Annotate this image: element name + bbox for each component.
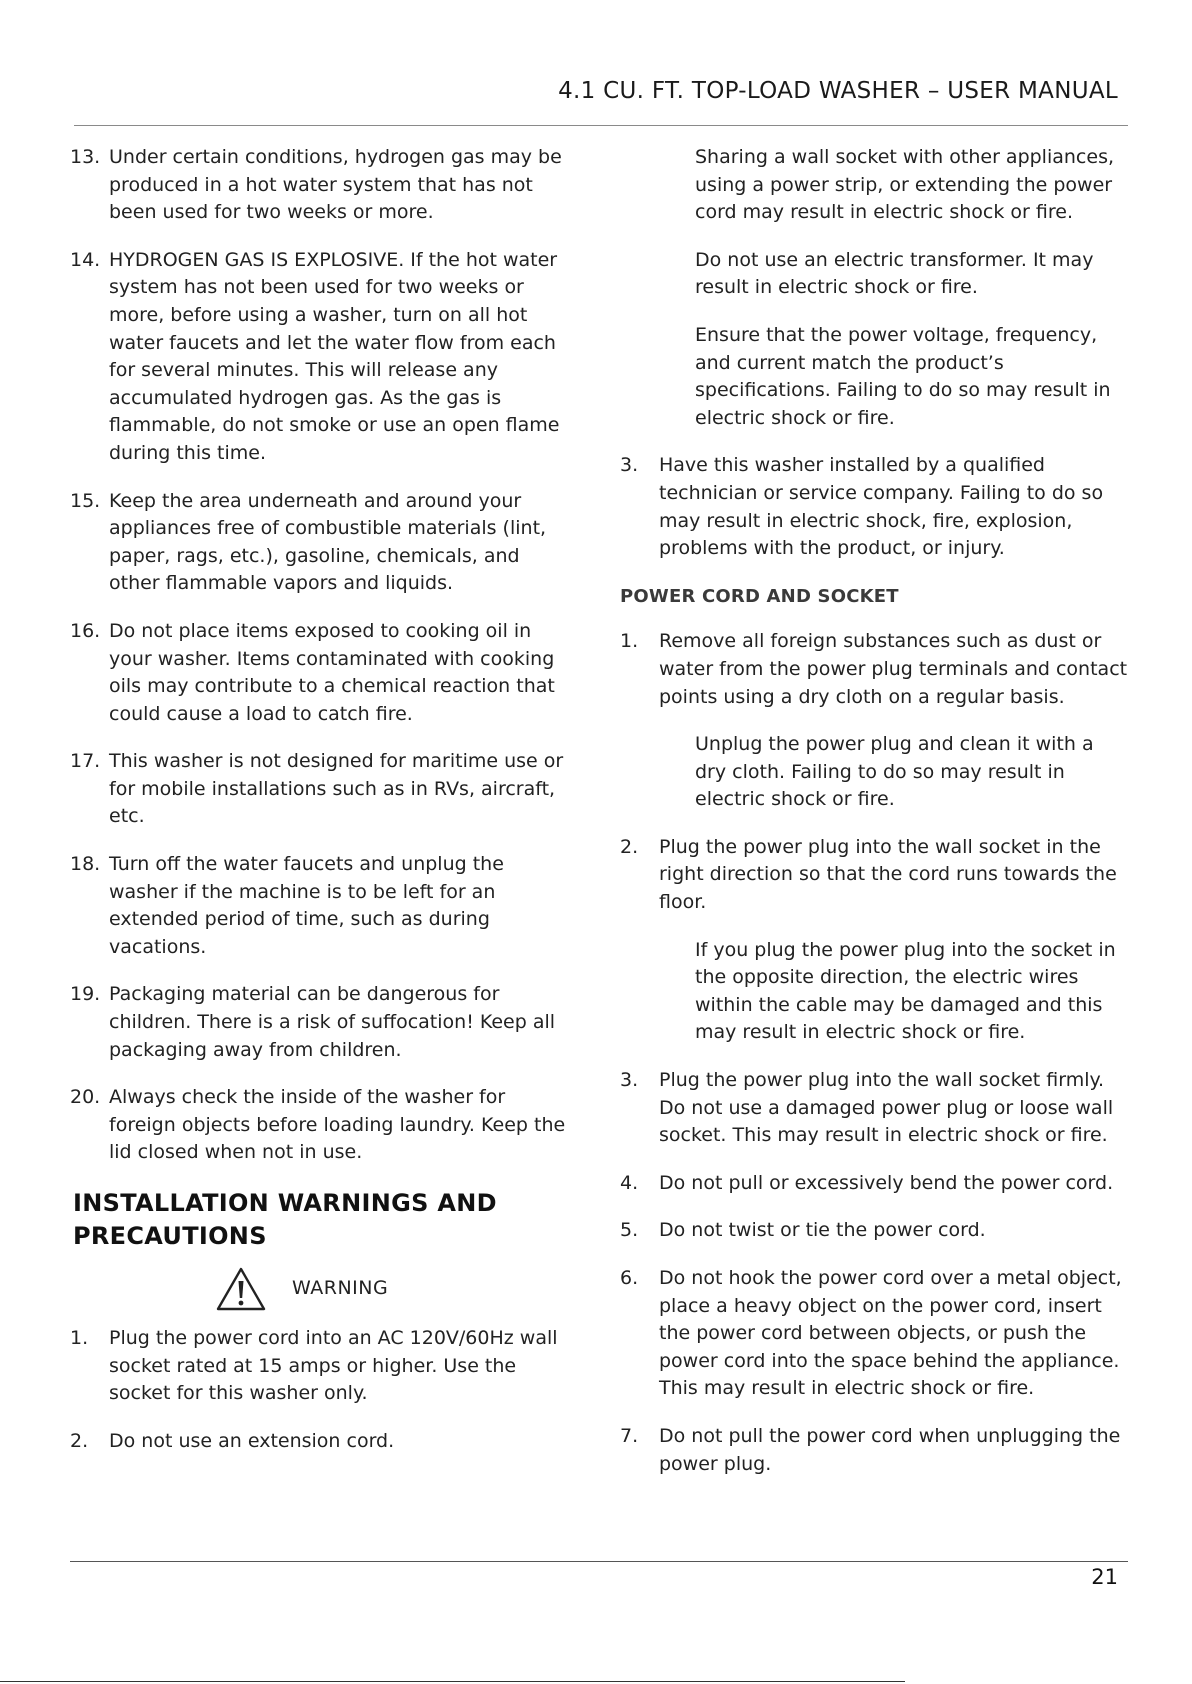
page-edge-rule (0, 1681, 905, 1682)
list-item-17 (70, 748, 570, 831)
list-text: Turn off the water faucets and unplug the washer if the machine is to be left for an extended period of time, such as during vacations. (109, 853, 504, 958)
list-number: 19. (70, 983, 101, 1006)
list-text: Plug the power cord into an AC 120V/60Hz wall socket rated at 15 amps or higher. Use the socket for this washer only. (109, 1327, 558, 1405)
list-number: 3. (620, 1069, 639, 1092)
list-number: 1. (70, 1327, 89, 1349)
power-item-5 (620, 1217, 1130, 1245)
list-text: HYDROGEN GAS IS EXPLOSIVE. If the hot water system has not been used for two weeks or more, before using a washer, turn on all hot water faucets and let the water flow from each for several minutes. This will release any accumulated hydrogen gas. As the gas is flammable, do not smoke or use an open flame during this time. (109, 248, 560, 464)
list-text: Remove all foreign substances such as dust or water from the power plug terminals and contact points using a dry cloth on a regular basis. (659, 630, 1128, 708)
note-paragraph: Do not use an electric transformer. It may result in electric shock or fire. (695, 248, 1094, 299)
list-number: 20. (70, 1086, 101, 1109)
list-item-20 (70, 1084, 570, 1167)
list-text: Do not hook the power cord over a metal object, place a heavy object on the power cord, insert the power cord between objects, or push the power cord into the space behind the appliance. This may result in electric shock or fire. (659, 1267, 1122, 1400)
list-number: 1. (620, 630, 639, 653)
note-paragraph: Ensure that the power voltage, frequency, and current match the product’s specifications. Failing to do so may result in electric shock or fire. (695, 323, 1111, 429)
list-number: 18. (70, 853, 101, 876)
list-item-18 (70, 851, 570, 961)
page-header-title: 4.1 CU. FT. TOP-LOAD WASHER – USER MANUAL (558, 78, 1118, 104)
power-item-3 (620, 1067, 1130, 1150)
list-number: 14. (70, 248, 101, 271)
warning-label: WARNING (292, 1277, 389, 1300)
list-number: 5. (620, 1219, 639, 1242)
list-item-19 (70, 981, 570, 1064)
list-text: Do not pull or excessively bend the power cord. (659, 1171, 1114, 1194)
list-text: Keep the area underneath and around your appliances free of combustible materials (lint, paper, rags, etc.), gasoline, chemicals, and other flammable vapors and liquids. (109, 489, 547, 595)
list-number: 6. (620, 1267, 639, 1289)
list-item-16 (70, 618, 570, 728)
subheading-power-cord: POWER CORD AND SOCKET (620, 585, 899, 607)
list-text: Plug the power plug into the wall socket firmly. Do not use a damaged power plug or loose wall socket. This may result in electric shock or fire. (659, 1069, 1114, 1147)
list-text: Under certain conditions, hydrogen gas may be produced in a hot water system that has not been used for two weeks or more. (109, 146, 562, 224)
section-title-line: INSTALLATION WARNINGS AND (73, 1189, 497, 1217)
left-column (70, 144, 570, 1475)
list-text: Plug the power plug into the wall socket in the right direction so that the cord runs towards the floor. (659, 835, 1117, 914)
page-number: 21 (1091, 1565, 1118, 1589)
install-item-2 (70, 1428, 570, 1456)
list-text: This washer is not designed for maritime use or for mobile installations such as in RVs, aircraft, etc. (109, 750, 564, 828)
warning-callout (216, 1267, 570, 1311)
list-item-13 (70, 144, 570, 227)
power-item-6 (620, 1265, 1130, 1403)
install-item-1 (70, 1325, 570, 1408)
list-number: 13. (70, 146, 101, 168)
power-item-7 (620, 1423, 1130, 1478)
power-item-1 (620, 628, 1130, 711)
section-title-line: PRECAUTIONS (73, 1222, 267, 1250)
power-item-4 (620, 1170, 1130, 1198)
install-item-3 (620, 452, 1130, 562)
list-number: 3. (620, 454, 639, 477)
header-divider (74, 125, 1128, 126)
list-number: 16. (70, 619, 101, 642)
list-text: Do not pull the power cord when unplugging the power plug. (659, 1424, 1121, 1475)
list-item-14 (70, 247, 570, 468)
list-text: Packaging material can be dangerous for children. There is a risk of suffocation! Keep all packaging away from children. (109, 983, 556, 1061)
list-text: Always check the inside of the washer for foreign objects before loading laundry. Keep the lid closed when not in use. (109, 1086, 566, 1164)
list-number: 17. (70, 750, 101, 773)
list-number: 15. (70, 489, 101, 512)
list-number: 2. (620, 835, 639, 858)
list-number: 7. (620, 1424, 639, 1447)
note-paragraph: Unplug the power plug and clean it with a dry cloth. Failing to do so may result in electric shock or fire. (695, 733, 1094, 811)
list-text: Do not twist or tie the power cord. (659, 1219, 986, 1242)
section-title-installation (73, 1187, 570, 1253)
note-paragraph: If you plug the power plug into the socket in the opposite direction, the electric wires within the cable may be damaged and this may result in electric shock or fire. (695, 938, 1116, 1044)
list-number: 2. (70, 1429, 89, 1452)
list-text: Do not place items exposed to cooking oil in your washer. Items contaminated with cooking oils may contribute to a chemical reaction that could cause a load to catch fire. (109, 619, 555, 725)
list-number: 4. (620, 1171, 639, 1194)
list-text: Have this washer installed by a qualified technician or service company. Failing to do so may result in electric shock, fire, explosion, problems with the product, or injury. (659, 454, 1104, 560)
right-column (620, 144, 1130, 1498)
list-item-15 (70, 488, 570, 598)
power-item-2 (620, 834, 1130, 917)
note-paragraph: Sharing a wall socket with other appliances, using a power strip, or extending the power cord may result in electric shock or fire. (695, 146, 1115, 224)
warning-triangle-icon (216, 1267, 266, 1311)
list-text: Do not use an extension cord. (109, 1429, 395, 1452)
footer-divider (70, 1561, 1128, 1562)
